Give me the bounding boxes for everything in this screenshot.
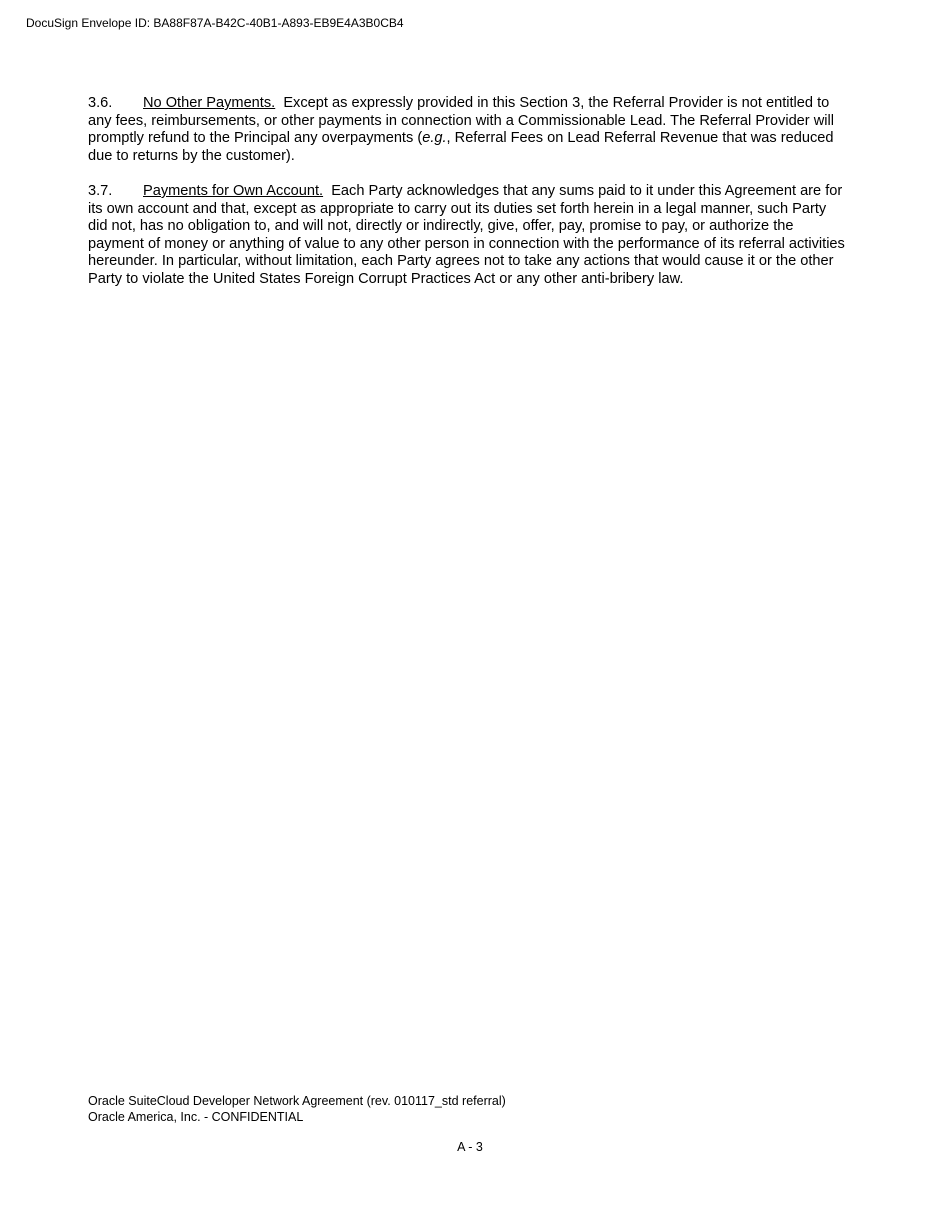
section-3-6-body-part-1: Except as expressly provided in this Section 3, the Referral Provider is not entitled to any fees, reimbursements, or other payments in connection with a Commissionable Lead. The Referral Provider will promptly refund to the Principal any overpayments ( xyxy=(88,95,834,146)
section-3-6-body-eg: e.g. xyxy=(422,130,447,146)
section-3-6-heading xyxy=(88,95,275,111)
section-3-7-title: Payments for Own Account. xyxy=(143,183,324,199)
docusign-envelope-id: DocuSign Envelope ID: BA88F87A-B42C-40B1-A893-EB9E4A3B0CB4 xyxy=(26,16,404,30)
section-3-6-title: No Other Payments. xyxy=(143,95,276,111)
section-3-7-body: Each Party acknowledges that any sums paid to it under this Agreement are for its own account and that, except as appropriate to carry out its duties set forth herein in a legal manner, such Party did not, has no obligation to, and will not, directly or indirectly, give, offer, pay, promise to pay, or authorize the payment of money or anything of value to any other person in connection with the performance of its referral activities hereunder. In particular, without limitation, each Party agrees not to take any actions that would cause it or the other Party to violate the United States Foreign Corrupt Practices Act or any other anti-bribery law. xyxy=(88,183,845,287)
section-3-7-heading xyxy=(88,183,323,199)
page-footer xyxy=(88,1094,506,1125)
section-3-7 xyxy=(88,183,848,288)
document-body xyxy=(88,95,848,306)
page-number: A - 3 xyxy=(457,1140,483,1154)
footer-agreement-title: Oracle SuiteCloud Developer Network Agreement (rev. 010117_std referral) xyxy=(88,1094,506,1108)
section-3-6-number: 3.6. xyxy=(88,95,113,111)
section-3-6 xyxy=(88,95,848,165)
footer-confidential: Oracle America, Inc. - CONFIDENTIAL xyxy=(88,1109,304,1124)
section-3-7-number: 3.7. xyxy=(88,183,113,199)
section-3-6-body-part-3: , Referral Fees on Lead Referral Revenue that was reduced due to returns by the customer). xyxy=(88,130,834,164)
